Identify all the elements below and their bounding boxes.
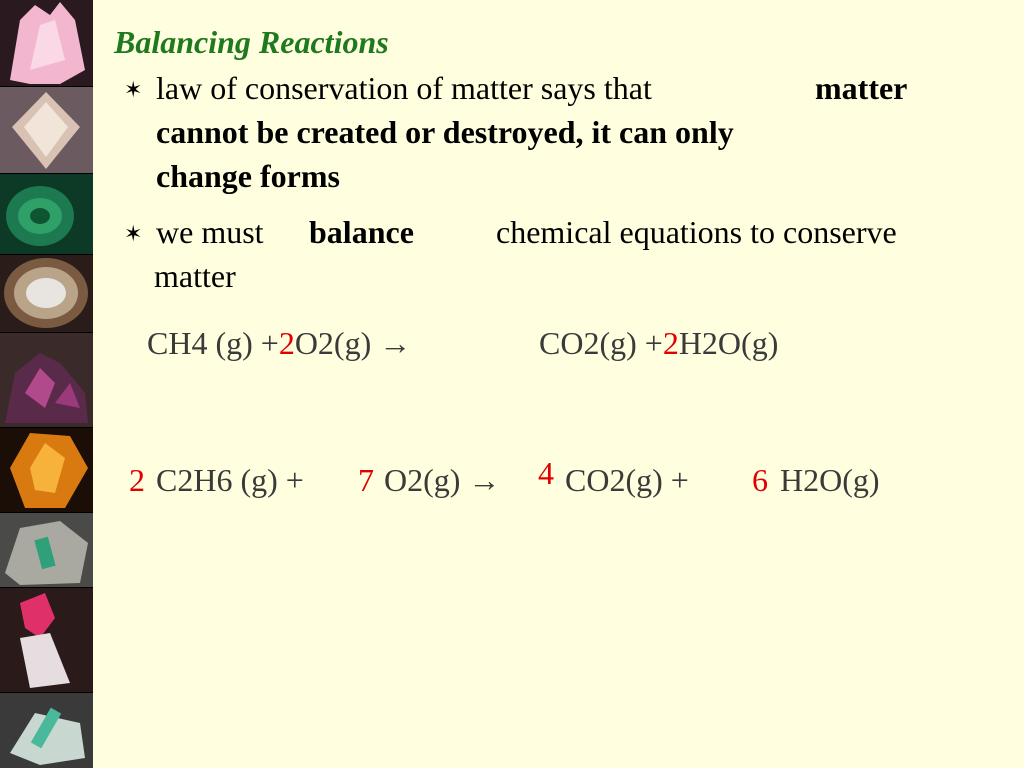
eq1-h2o: H2O(g) [678,325,779,361]
slide-title: Balancing Reactions [114,24,389,60]
bullet1-bold1: matter [815,70,908,106]
eq2-coef-h2o: 6 [752,462,768,498]
bullet2-post-text: chemical equations to conserve [496,214,897,250]
bullet1-text: law of conservation of matter says that [156,70,652,106]
eq2-coef-o2: 7 [358,462,374,498]
bullet1-bold-word [815,66,907,110]
bullet1-line2 [156,110,734,154]
star-bullet-icon: ✶ [124,77,143,102]
rose-quartz-image [0,0,93,87]
bullet2-pre-text: we must [156,214,264,250]
bullet1-line1 [156,66,652,110]
smoky-quartz-image [0,87,93,174]
bullet2-line2-text: matter [154,258,236,294]
eq1-o2: O2(g) → [294,325,412,361]
bullet1-bold2: cannot be created or destroyed, it can only [156,114,734,150]
bullet1-line3 [156,154,340,198]
bullet2-bold-text: balance [309,214,414,250]
equation1-products [539,325,778,362]
malachite-image [0,174,93,255]
eq2-h2o: H2O(g) [780,462,880,498]
emerald-matrix-image [0,513,93,588]
mineral-photo-strip [0,0,93,768]
eq2-coef-co2: 4 [538,455,554,491]
bullet2-line2 [154,254,236,298]
bullet2-bold [309,210,414,254]
eq1-coef-h2o: 2 [662,325,679,361]
agate-image [0,255,93,333]
amethyst-image [0,333,93,428]
bullet1-bold3: change forms [156,158,340,194]
eq2-o2: O2(g) → [384,462,501,498]
eq2-c2h6: C2H6 (g) + [156,462,304,498]
eq1-ch4: CH4 (g) + [147,325,279,361]
equation1-reactants [147,325,411,362]
star-bullet-icon: ✶ [124,221,143,246]
bullet2-post [496,210,897,254]
eq2-co2: CO2(g) + [565,462,689,498]
bullet2-pre [156,210,264,254]
rubellite-image [0,588,93,693]
eq1-coef-o2: 2 [278,325,295,361]
eq1-co2: CO2(g) + [539,325,663,361]
aquamarine-image [0,693,93,768]
amber-gem-image [0,428,93,513]
eq2-coef-c2h6: 2 [129,462,145,498]
